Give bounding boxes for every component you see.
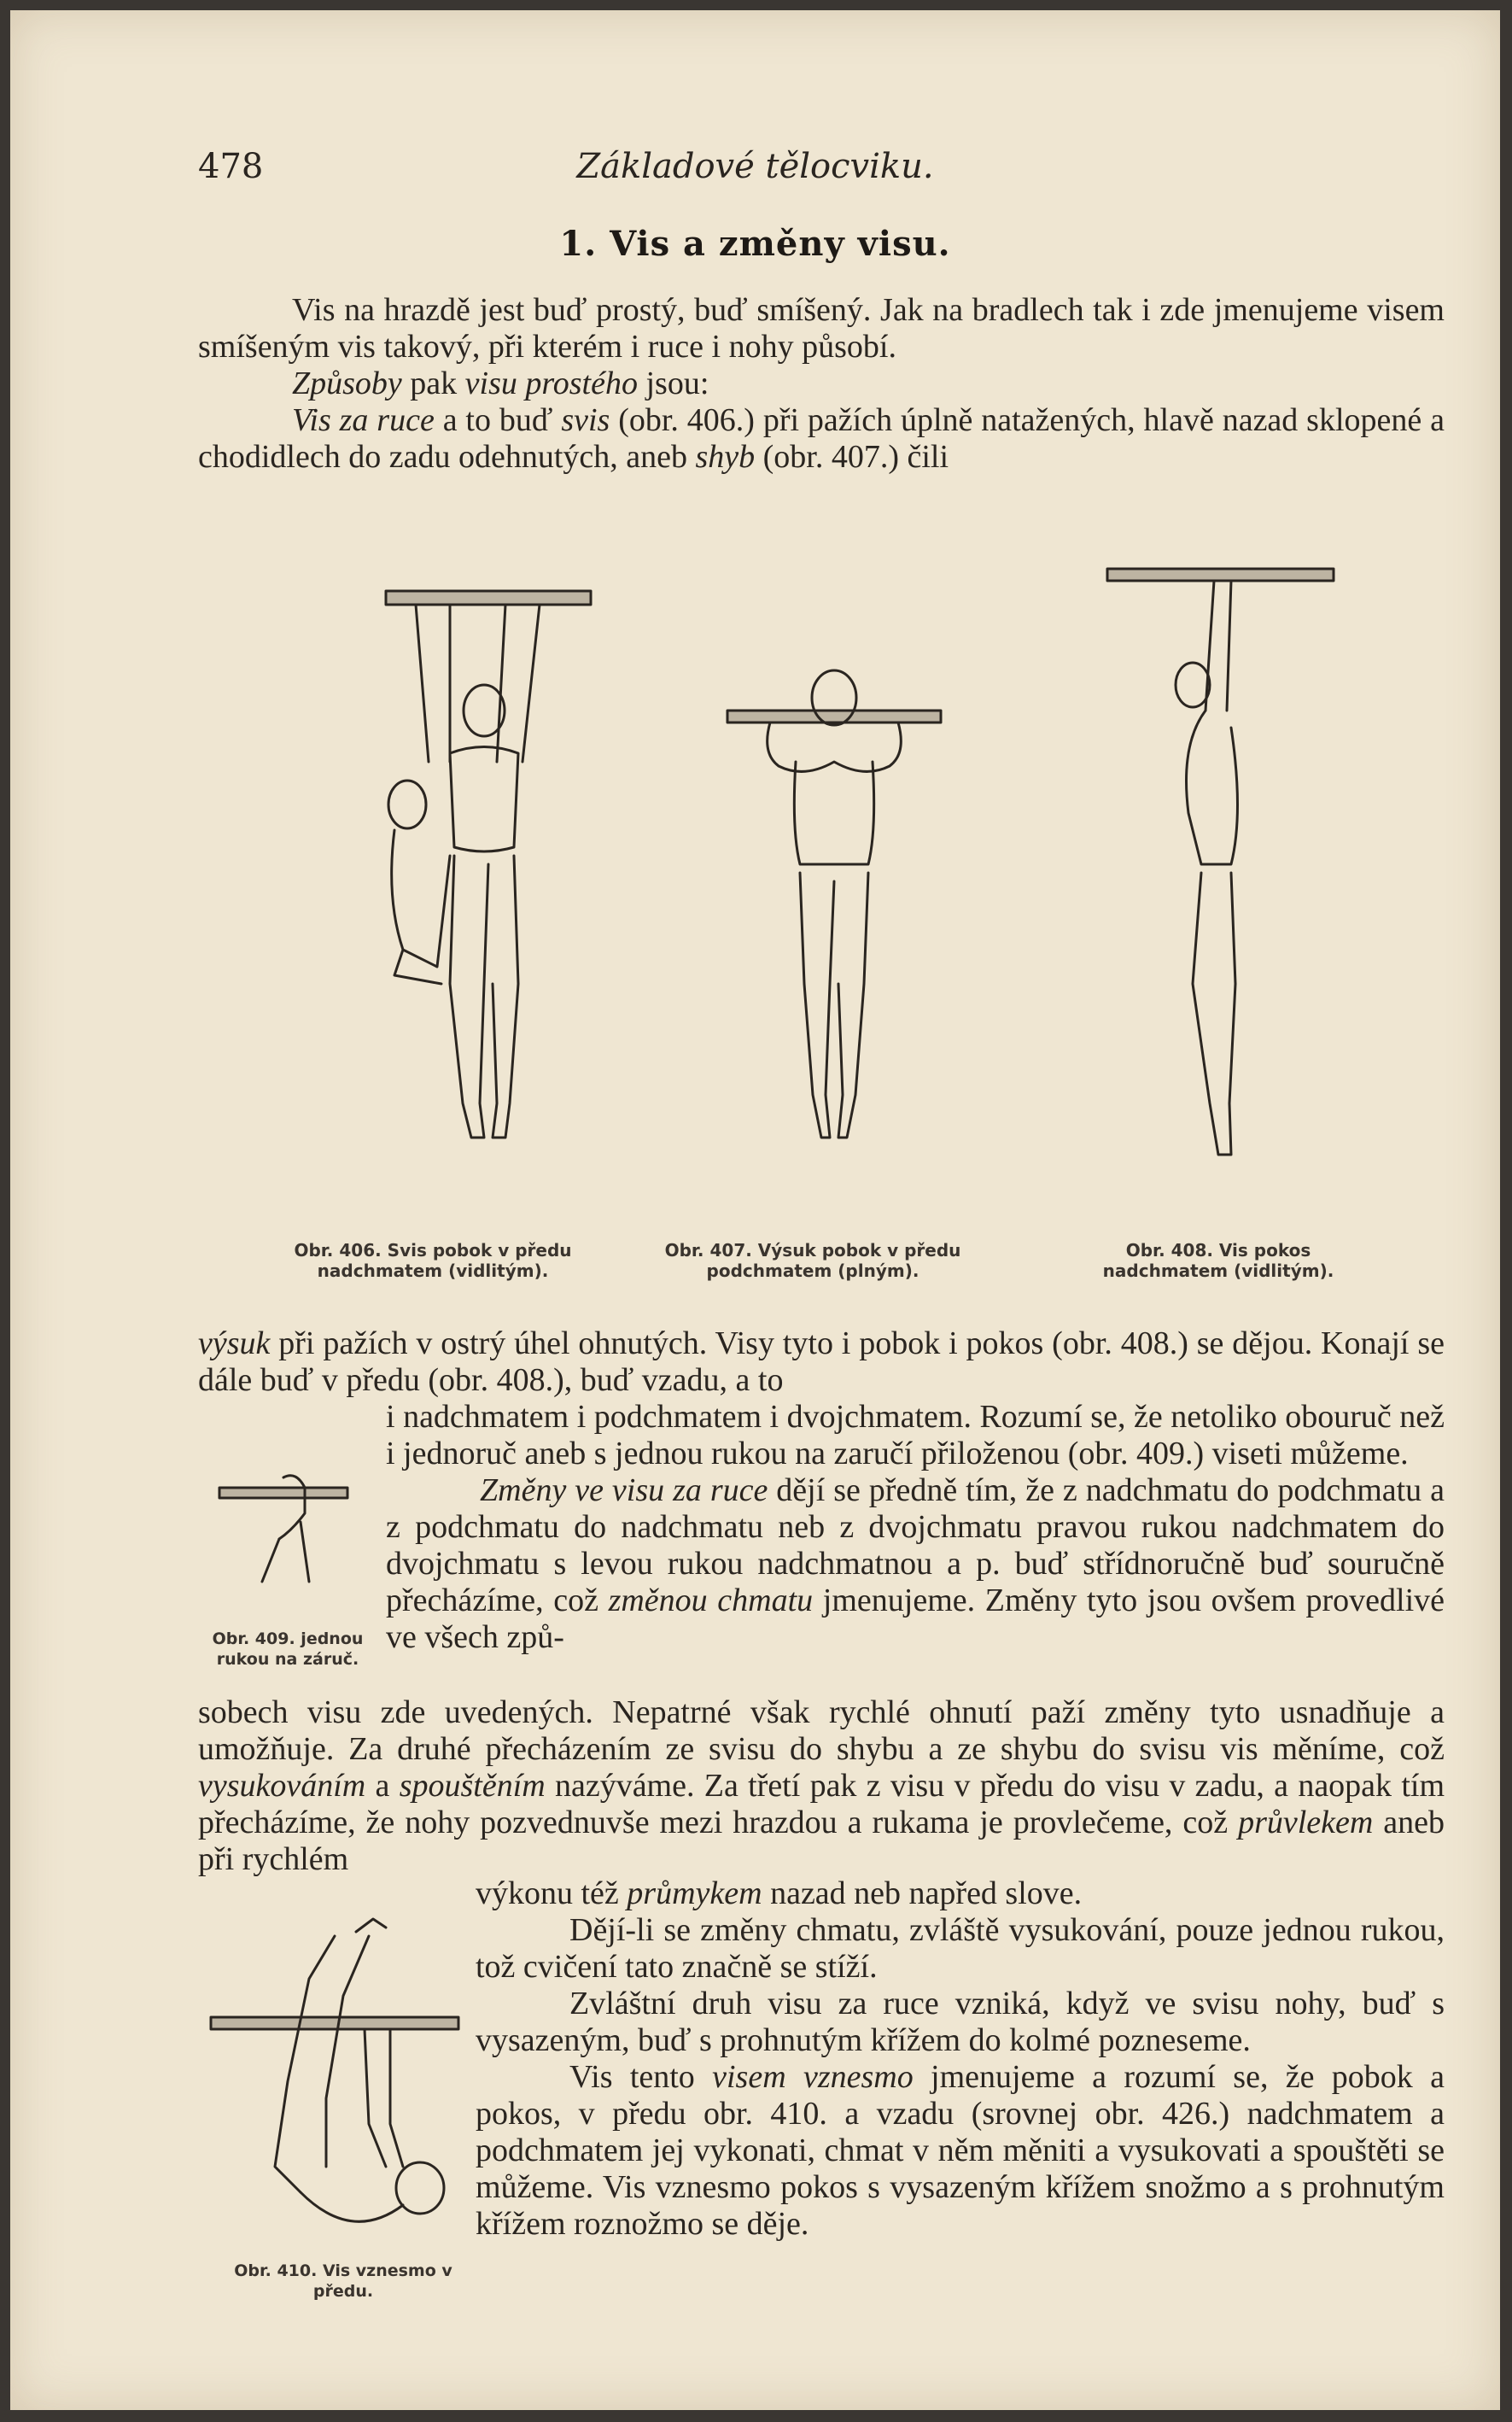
text-run: a [365, 1768, 400, 1804]
horizontal-bar [1107, 569, 1334, 581]
emphasis: průvlekem [1238, 1805, 1374, 1840]
horizontal-bar [727, 711, 941, 723]
running-title: Základové tělocviku. [576, 147, 934, 186]
emphasis: shyb [695, 439, 756, 475]
emphasis: vysukováním [198, 1768, 366, 1804]
text-run: výkonu též [476, 1875, 628, 1911]
emphasis: průmykem [627, 1875, 762, 1911]
text-run: a to buď [434, 402, 562, 438]
figure-409-illustration [211, 1462, 356, 1590]
text-run: dějí se předně tím, že z nadchmatu do podchmatu a z podchmatu do nadchmatu neb z dvojchmatu pravou rukou nadchmatem do dvojchmatu s levou rukou nadchmatnou a p. buď střídnoručně buď souručně přecházíme, což [386, 1472, 1445, 1618]
intro-block [198, 292, 1445, 476]
text-run: Vis tento [569, 2059, 713, 2095]
body-block-4 [476, 1875, 1445, 2243]
figure-409-caption: Obr. 409. jednou rukou na záruč. [212, 1629, 364, 1669]
body-paragraph-6: Dějí-li se změny chmatu, zvláště vysukování, pouze jednou rukou, tož cvičení tato značně se stíží. [476, 1912, 1445, 1985]
book-page [10, 10, 1500, 2410]
body-block-3 [198, 1694, 1445, 1878]
body-paragraph-2: i nadchmatem i podchmatem i dvojchmatem. Rozumí se, že netoliko obouruč než i jednoruč aneb s jednou rukou na zaručí přiloženou (obr. 409.) viseti můžeme. [386, 1399, 1445, 1471]
figure-407-caption: Obr. 407. Výsuk pobok v předu podchmatem (plným). [664, 1240, 961, 1281]
body-paragraph-8 [476, 2059, 1445, 2243]
text-run: při pažích v ostrý úhel ohnutých. Visy tyto i pobok i pokos (obr. 408.) se dějou. Konají se dále buď v předu (obr. 408.), buď vzadu, a to [198, 1325, 1445, 1398]
horizontal-bar [219, 1488, 347, 1498]
text-run: nazýváme. Za třetí pak z visu v předu do visu v zadu, a naopak tím přecházíme, že nohy pozvednuvše mezi hrazdou a rukama je provlečeme, což [198, 1768, 1445, 1840]
body-paragraph-7: Zvláštní druh visu za ruce vzniká, když ve svisu nohy, buď s vysazeným, buď s prohnutým křížem do kolmé pozneseme. [476, 1986, 1445, 2058]
intro-paragraph-1: Vis na hrazdě jest buď prostý, buď smíšený. Jak na bradlech tak i zde jmenujeme visem smíšeným vis takový, při kterém i ruce i nohy působí. [198, 292, 1445, 365]
page-number: 478 [198, 147, 264, 186]
figure-410-caption: Obr. 410. Vis vznesmo v předu. [234, 2261, 452, 2301]
text-run: aneb při rychlém [198, 1805, 1445, 1877]
body-paragraph-1 [198, 1325, 1445, 1399]
figure-406-illustration [369, 574, 608, 1155]
emphasis: svis [561, 402, 610, 438]
body-paragraph-3 [386, 1472, 1445, 1656]
horizontal-bar [211, 2017, 458, 2029]
text-run: jsou: [637, 366, 709, 401]
figure-410-illustration [207, 1910, 463, 2252]
emphasis: visem vznesmo [712, 2059, 914, 2095]
emphasis: Vis za ruce [292, 402, 435, 438]
emphasis: výsuk [198, 1325, 271, 1361]
figure-408-caption: Obr. 408. Vis pokos nadchmatem (vidlitým). [1102, 1240, 1334, 1281]
body-block-2 [386, 1399, 1445, 1656]
text-run: (obr. 406.) při pažích úplně natažených, hlavě nazad sklopené a chodidlech do zadu odehnutých, aneb [198, 402, 1445, 475]
text-run: (obr. 407.) čili [755, 439, 949, 475]
figure-406-caption: Obr. 406. Svis pobok v předu nadchmatem (vidlitým). [294, 1240, 572, 1281]
figure-408-illustration [1103, 557, 1342, 1172]
text-run: pak [401, 366, 465, 401]
text-run: sobech visu zde uvedených. Nepatrné však rychlé ohnutí paží změny tyto usnadňuje a umožňuje. Za druhé přecházením ze svisu do shybu a ze shybu do svisu vis měníme, což [198, 1694, 1445, 1767]
intro-paragraph-2 [198, 366, 1445, 402]
emphasis: změnou chmatu [608, 1582, 814, 1618]
body-paragraph-4 [198, 1694, 1445, 1878]
emphasis: Způsoby [292, 366, 402, 401]
intro-paragraph-3 [198, 402, 1445, 476]
body-block-1 [198, 1325, 1445, 1399]
body-paragraph-5 [476, 1875, 1445, 1912]
horizontal-bar [386, 591, 591, 605]
emphasis: Změny ve visu za ruce [480, 1472, 768, 1508]
emphasis: visu prostého [464, 366, 638, 401]
text-run: nazad neb napřed slove. [762, 1875, 1083, 1911]
text-run: jmenujeme a rozumí se, že pobok a pokos, v předu obr. 410. a vzadu (srovnej obr. 426.) nadchmatem a podchmatem jej vykonati, chmat v něm měniti a vysukovati a spouštěti se můžeme. Vis vznesmo pokos s vysazeným křížem snožmo a s prohnutým křížem roznožmo se děje. [476, 2059, 1445, 2242]
text-run: jmenujeme. Změny tyto jsou ovšem provedlivé ve všech způ- [386, 1582, 1445, 1655]
emphasis: spouštěním [399, 1768, 546, 1804]
section-heading: 1. Vis a změny visu. [559, 224, 951, 264]
figure-407-illustration [719, 659, 949, 1172]
